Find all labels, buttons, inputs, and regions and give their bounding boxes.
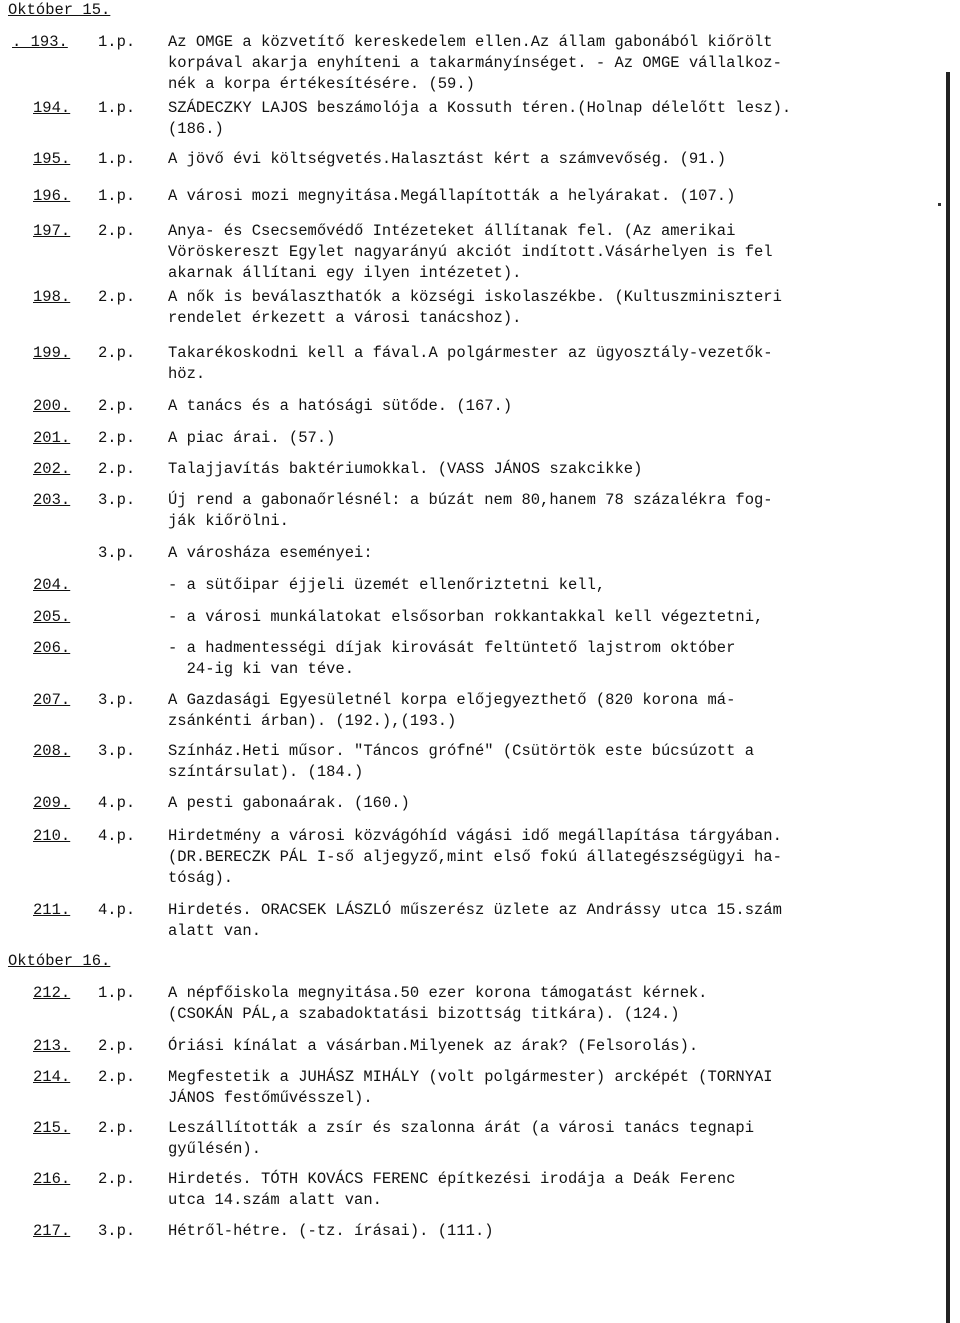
entry-page: 2.p. bbox=[98, 222, 136, 240]
entry-page: 1.p. bbox=[98, 187, 136, 205]
scan-speck bbox=[938, 203, 941, 206]
entry-text-line: utca 14.szám alatt van. bbox=[168, 1191, 382, 1209]
entry-text-line: A városi mozi megnyitása.Megállapították a helyárakat. (107.) bbox=[168, 187, 736, 205]
entry-page: 2.p. bbox=[98, 429, 136, 447]
entry-text-line: - a sütőipar éjjeli üzemét ellenőriztetni kell, bbox=[168, 576, 606, 594]
entry-page: 4.p. bbox=[98, 901, 136, 919]
entry-text-line: (CSOKÁN PÁL,a szabadoktatási bizottság titkára). (124.) bbox=[168, 1005, 680, 1023]
entry-number: 196. bbox=[33, 187, 71, 205]
entry-page: 2.p. bbox=[98, 1119, 136, 1137]
entry-number: 208. bbox=[33, 742, 71, 760]
entry-text-line: Takarékoskodni kell a fával.A polgármester az ügyosztály-vezetők- bbox=[168, 344, 773, 362]
entry-number: 197. bbox=[33, 222, 71, 240]
entry-text-line: rendelet érkezett a városi tanácshoz). bbox=[168, 309, 522, 327]
entry-text-line: JÁNOS festőművésszel). bbox=[168, 1089, 373, 1107]
entry-page: 1.p. bbox=[98, 33, 136, 51]
entry-text-line: korpával akarja enyhíteni a takarmányínséget. - Az OMGE vállalkoz- bbox=[168, 54, 782, 72]
entry-text-line: Az OMGE a közvetítő kereskedelem ellen.Az állam gabonából kiőrölt bbox=[168, 33, 773, 51]
entry-text-line: - a hadmentességi díjak kirovását feltüntető lajstrom október bbox=[168, 639, 736, 657]
entry-text-line: Hétről-hétre. (-tz. írásai). (111.) bbox=[168, 1222, 494, 1240]
entry-text-line: A népfőiskola megnyitása.50 ezer korona támogatást kérnek. bbox=[168, 984, 708, 1002]
entry-page: 2.p. bbox=[98, 1037, 136, 1055]
entry-page: 2.p. bbox=[98, 344, 136, 362]
entry-text-line: A jövő évi költségvetés.Halasztást kért a számvevőség. (91.) bbox=[168, 150, 727, 168]
entry-text-line: Új rend a gabonaőrlésnél: a búzát nem 80,hanem 78 százalékra fog- bbox=[168, 491, 773, 509]
entry-number: 217. bbox=[33, 1222, 71, 1240]
entry-number: 213. bbox=[33, 1037, 71, 1055]
entry-text-line: tóság). bbox=[168, 869, 234, 887]
entry-page: 4.p. bbox=[98, 794, 136, 812]
entry-text-line: - a városi munkálatokat elsősorban rokkantakkal kell végeztetni, bbox=[168, 608, 764, 626]
entry-page: 2.p. bbox=[98, 288, 136, 306]
entry-number: 200. bbox=[33, 397, 71, 415]
entry-text-line: Hirdetés. ORACSEK LÁSZLÓ műszerész üzlete az Andrássy utca 15.szám bbox=[168, 901, 782, 919]
entry-text-line: nék a korpa értékesítésére. (59.) bbox=[168, 75, 475, 93]
entry-number: 204. bbox=[33, 576, 71, 594]
entry-text-line: gyűlésén). bbox=[168, 1140, 262, 1158]
entry-text-line: A piac árai. (57.) bbox=[168, 429, 336, 447]
entry-text-line: Színház.Heti műsor. "Táncos grófné" (Csütörtök este búcsúzott a bbox=[168, 742, 754, 760]
entry-number: 211. bbox=[33, 901, 71, 919]
entry-text-line: (186.) bbox=[168, 120, 224, 138]
entry-text-line: Anya- és Csecsemővédő Intézeteket állítanak fel. (Az amerikai bbox=[168, 222, 736, 240]
entry-page: 3.p. bbox=[98, 742, 136, 760]
entry-text-line: Hirdetés. TÓTH KOVÁCS FERENC építkezési irodája a Deák Ferenc bbox=[168, 1170, 736, 1188]
entry-text-line: (DR.BERECZK PÁL I-ső aljegyző,mint első fokú állategészségügyi ha- bbox=[168, 848, 782, 866]
entry-page: 1.p. bbox=[98, 984, 136, 1002]
scan-margin-line bbox=[946, 72, 950, 1323]
entry-text-line: 24-ig ki van téve. bbox=[168, 660, 355, 678]
entry-number: 206. bbox=[33, 639, 71, 657]
entry-text-line: zsánkénti árban). (192.),(193.) bbox=[168, 712, 457, 730]
entry-text-line: SZÁDECZKY LAJOS beszámolója a Kossuth téren.(Holnap délelőtt lesz). bbox=[168, 99, 792, 117]
entry-page: 3.p. bbox=[98, 691, 136, 709]
entry-text-line: Megfestetik a JUHÁSZ MIHÁLY (volt polgármester) arcképét (TORNYAI bbox=[168, 1068, 773, 1086]
entry-text-line: ják kiőrölni. bbox=[168, 512, 289, 530]
entry-text-line: Vöröskereszt Egylet nagyarányú akciót indított.Vásárhelyen is fel bbox=[168, 243, 773, 261]
entry-text-line: Leszállították a zsír és szalonna árát (a városi tanács tegnapi bbox=[168, 1119, 754, 1137]
entry-number: 202. bbox=[33, 460, 71, 478]
entry-page: 1.p. bbox=[98, 99, 136, 117]
entry-number: 216. bbox=[33, 1170, 71, 1188]
entry-text-line: A nők is beválaszthatók a községi iskolaszékbe. (Kultuszminiszteri bbox=[168, 288, 782, 306]
entry-number: 199. bbox=[33, 344, 71, 362]
entry-text-line: Talajjavítás baktériumokkal. (VASS JÁNOS szakcikke) bbox=[168, 460, 643, 478]
entry-number: 194. bbox=[33, 99, 71, 117]
entry-number: 210. bbox=[33, 827, 71, 845]
entry-text-line: Hirdetmény a városi közvágóhíd vágási idő megállapítása tárgyában. bbox=[168, 827, 782, 845]
entry-number: 215. bbox=[33, 1119, 71, 1137]
entry-page: 2.p. bbox=[98, 397, 136, 415]
entry-number: 209. bbox=[33, 794, 71, 812]
section-date: Október 16. bbox=[8, 952, 111, 970]
entry-page: 3.p. bbox=[98, 491, 136, 509]
entry-text-line: Óriási kínálat a vásárban.Milyenek az árak? (Felsorolás). bbox=[168, 1037, 699, 1055]
entry-number: 198. bbox=[33, 288, 71, 306]
entry-page: 4.p. bbox=[98, 827, 136, 845]
entry-text-line: alatt van. bbox=[168, 922, 262, 940]
entry-text-line: A pesti gabonaárak. (160.) bbox=[168, 794, 410, 812]
entry-text-line: A Gazdasági Egyesületnél korpa előjegyezthető (820 korona má- bbox=[168, 691, 736, 709]
entry-page: 3.p. bbox=[98, 1222, 136, 1240]
entry-page: 2.p. bbox=[98, 1170, 136, 1188]
entry-number: 212. bbox=[33, 984, 71, 1002]
entry-text-line: akarnak állítani egy ilyen intézetet). bbox=[168, 264, 522, 282]
entry-number: 214. bbox=[33, 1068, 71, 1086]
entry-number: 205. bbox=[33, 608, 71, 626]
entry-number: 195. bbox=[33, 150, 71, 168]
entry-text-line: A tanács és a hatósági sütőde. (167.) bbox=[168, 397, 513, 415]
entry-text-line: höz. bbox=[168, 365, 206, 383]
entry-text-line: színtársulat). (184.) bbox=[168, 763, 364, 781]
section-date: Október 15. bbox=[8, 1, 111, 19]
entry-text-line: A városháza eseményei: bbox=[168, 544, 373, 562]
entry-number: . 193. bbox=[12, 33, 68, 51]
entry-number: 203. bbox=[33, 491, 71, 509]
entry-page: 3.p. bbox=[98, 544, 136, 562]
entry-page: 2.p. bbox=[98, 460, 136, 478]
entry-number: 201. bbox=[33, 429, 71, 447]
entry-page: 1.p. bbox=[98, 150, 136, 168]
entry-page: 2.p. bbox=[98, 1068, 136, 1086]
entry-number: 207. bbox=[33, 691, 71, 709]
